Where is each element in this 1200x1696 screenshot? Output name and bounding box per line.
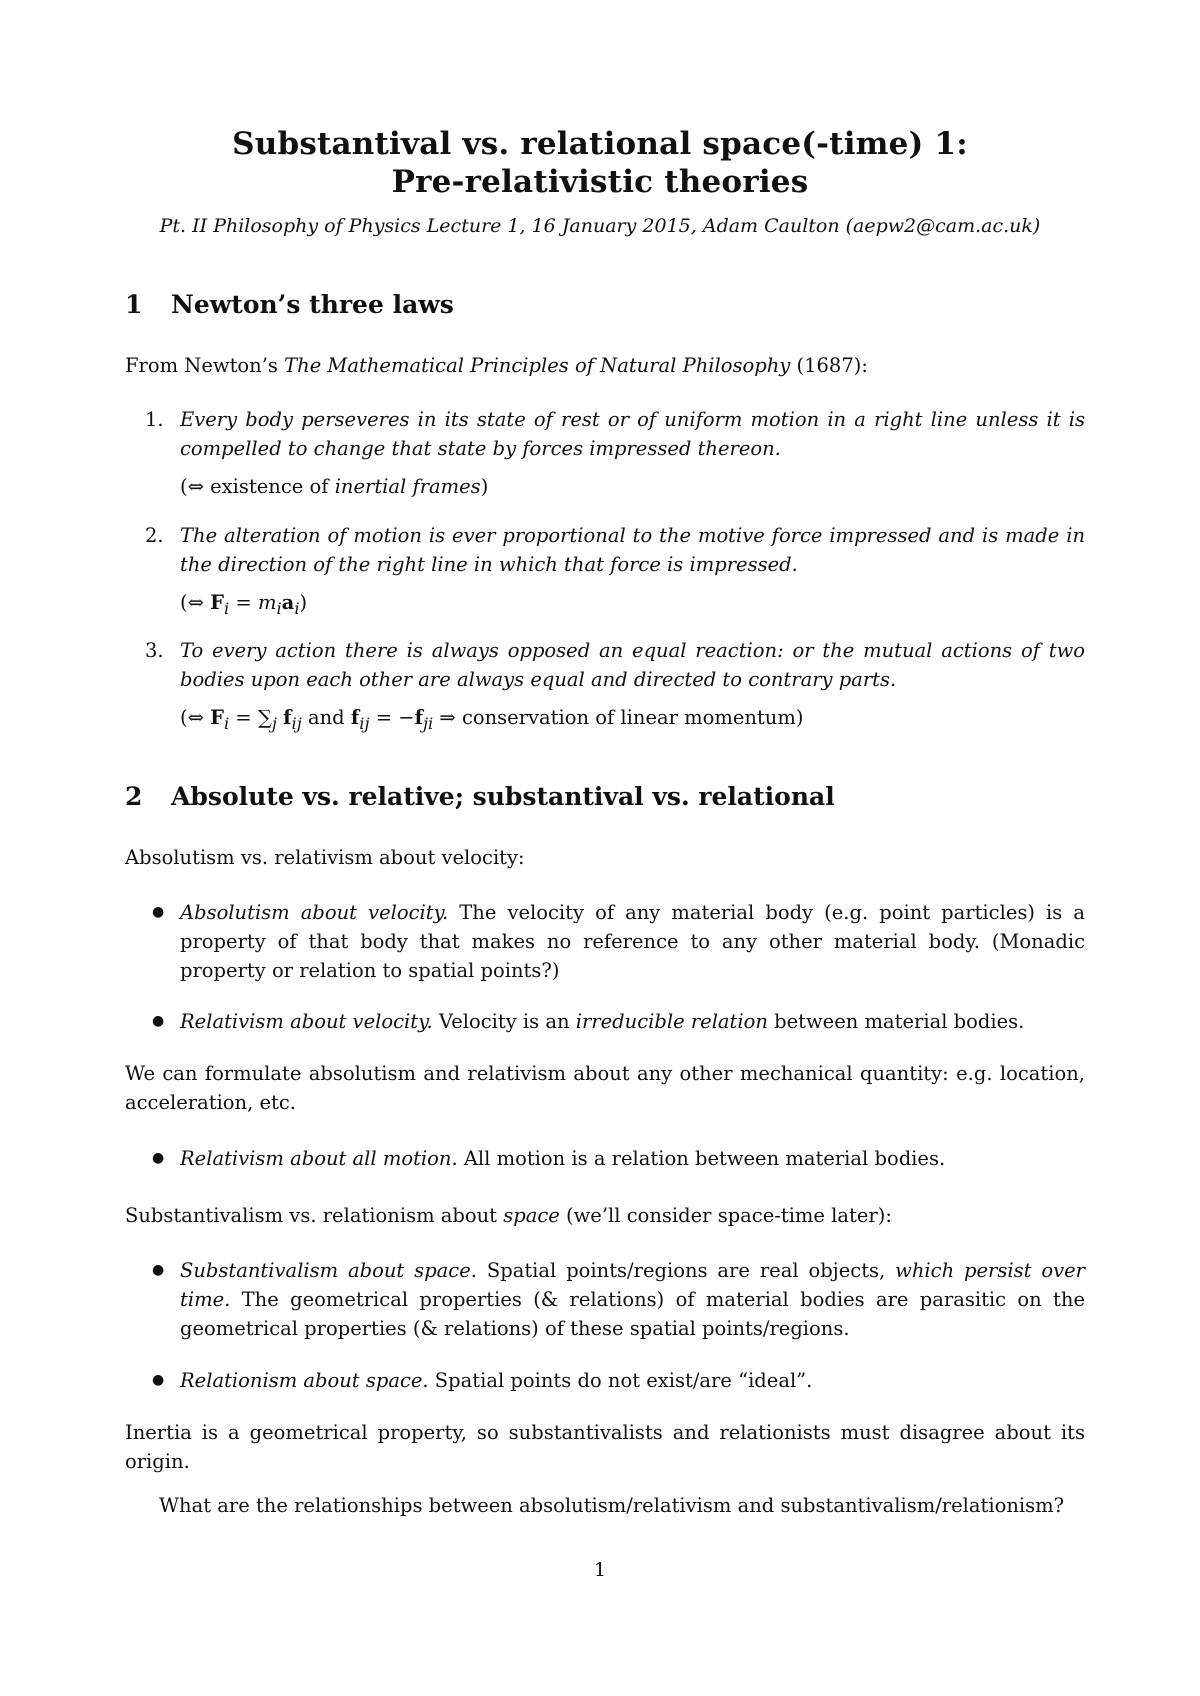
gloss-term: inertial frames — [334, 475, 481, 498]
space-item-relationism — [180, 1366, 1085, 1395]
item-text: The velocity of any material body (e.g. point particles) is a property of that body that makes no reference to any other material body. (Monadic property or relation to spatial points?) — [180, 901, 1085, 982]
math-sub-ji: ji — [422, 713, 434, 733]
section-1-heading — [125, 290, 454, 320]
section-1-intro — [125, 351, 1085, 380]
para-prefix: Substantivalism vs. relationism about — [125, 1204, 504, 1227]
math-sub-ij: ij — [291, 713, 302, 733]
math-eq: = — [229, 706, 258, 729]
math-eq-neg: = − — [369, 706, 415, 729]
bullet-icon: ● — [152, 1013, 165, 1029]
item-text: Spatial points do not exist/are “ideal”. — [428, 1369, 813, 1392]
item-text: Velocity is an — [432, 1010, 576, 1033]
section-title: Newton’s three laws — [171, 290, 454, 319]
velocity-item-relativism — [180, 1007, 1085, 1036]
section-number: 2 — [125, 782, 143, 811]
math-f: f — [414, 706, 423, 729]
section-number: 1 — [125, 290, 143, 319]
law-1-marker: 1. — [145, 408, 164, 431]
law-1-text: Every body perseveres in its state of rest or of uniform motion in a right line unless it is compelled to change that state by forces impressed thereon. — [180, 408, 1085, 460]
section-2-para-1: Absolutism vs. relativism about velocity: — [125, 846, 525, 869]
math-sub-i: i — [224, 713, 230, 733]
gloss-open: (⇔ — [180, 591, 211, 614]
math-m: m — [257, 591, 277, 614]
item-term: Absolutism about velocity. — [180, 901, 449, 924]
law-2-text: The alteration of motion is ever proportional to the motive force impressed and is made in the direction of the right line in which that force is impressed. — [180, 524, 1085, 576]
math-f: f — [283, 706, 292, 729]
gloss-close: ) — [299, 591, 308, 614]
math-f: f — [350, 706, 360, 729]
item-term: Relativism about all motion. — [180, 1147, 458, 1170]
text-implies: ⇒ conservation of linear momentum) — [433, 706, 804, 729]
law-3-marker: 3. — [145, 639, 164, 662]
section-2-para-4: Inertia is a geometrical property, so substantivalists and relationists must disagree about its origin. — [125, 1421, 1085, 1473]
math-eq: = — [229, 591, 258, 614]
space-item-substantivalism — [180, 1256, 1085, 1343]
book-title: The Mathematical Principles of Natural Philosophy — [284, 354, 791, 377]
motion-item — [180, 1144, 1085, 1173]
bullet-icon: ● — [152, 1262, 165, 1278]
section-2-para-5: What are the relationships between absolutism/relativism and substantivalism/relationism? — [159, 1494, 1065, 1517]
para-emphasis: space — [503, 1204, 560, 1227]
item-text: between material bodies. — [767, 1010, 1025, 1033]
bullet-icon: ● — [152, 904, 165, 920]
page-number: 1 — [593, 1559, 607, 1581]
intro-prefix: From Newton’s — [125, 354, 285, 377]
law-3-gloss — [180, 703, 1085, 738]
para-suffix: (we’ll consider space-time later): — [559, 1204, 892, 1227]
gloss-open: (⇔ — [180, 706, 211, 729]
item-term: Relativism about velocity. — [180, 1010, 433, 1033]
section-2-heading — [125, 782, 835, 812]
bullet-icon: ● — [152, 1150, 165, 1166]
law-2-marker: 2. — [145, 524, 164, 547]
math-a: a — [281, 591, 295, 614]
title-line-1: Substantival vs. relational space(-time) 1: — [232, 126, 968, 162]
item-text: Spatial points/regions are real objects, — [476, 1259, 896, 1282]
law-3-text: To every action there is always opposed an equal reaction: or the mutual actions of two bodies upon each other are always equal and directed to contrary parts. — [180, 639, 1085, 691]
math-sub-i: i — [224, 598, 230, 618]
math-sub-ij: ij — [359, 713, 370, 733]
math-F: F — [210, 591, 225, 614]
section-2-para-3 — [125, 1201, 1085, 1230]
section-2-para-2: We can formulate absolutism and relativism about any other mechanical quantity: e.g. location, acceleration, etc. — [125, 1062, 1085, 1114]
velocity-item-absolutism — [180, 898, 1085, 985]
law-2-gloss — [180, 588, 1085, 623]
math-sum: ∑ — [257, 706, 272, 729]
gloss-close: ) — [480, 475, 489, 498]
gloss-open: (⇔ existence of — [180, 475, 335, 498]
section-title: Absolute vs. relative; substantival vs. relational — [171, 782, 835, 811]
document-title — [0, 125, 1200, 201]
bullet-icon: ● — [152, 1372, 165, 1388]
math-sub-j: j — [271, 713, 277, 733]
item-text: The geometrical properties (& relations) of material bodies are parasitic on the geometrical properties (& relations) of these spatial points/regions. — [180, 1288, 1085, 1340]
text-and: and — [301, 706, 351, 729]
law-1-gloss — [180, 472, 1085, 501]
intro-suffix: (1687): — [790, 354, 868, 377]
math-sub-i: i — [276, 598, 282, 618]
math-F: F — [210, 706, 225, 729]
title-line-2: Pre-relativistic theories — [391, 164, 809, 200]
item-text: All motion is a relation between material bodies. — [457, 1147, 946, 1170]
item-term: Substantivalism about space. — [180, 1259, 477, 1282]
math-sub-i: i — [294, 598, 300, 618]
item-emphasis: which persist over time. — [180, 1259, 1085, 1311]
item-term: Relationism about space. — [180, 1369, 429, 1392]
document-subtitle: Pt. II Philosophy of Physics Lecture 1, 16 January 2015, Adam Caulton (aepw2@cam.ac.uk) — [159, 215, 1041, 237]
item-emphasis: irreducible relation — [575, 1010, 768, 1033]
